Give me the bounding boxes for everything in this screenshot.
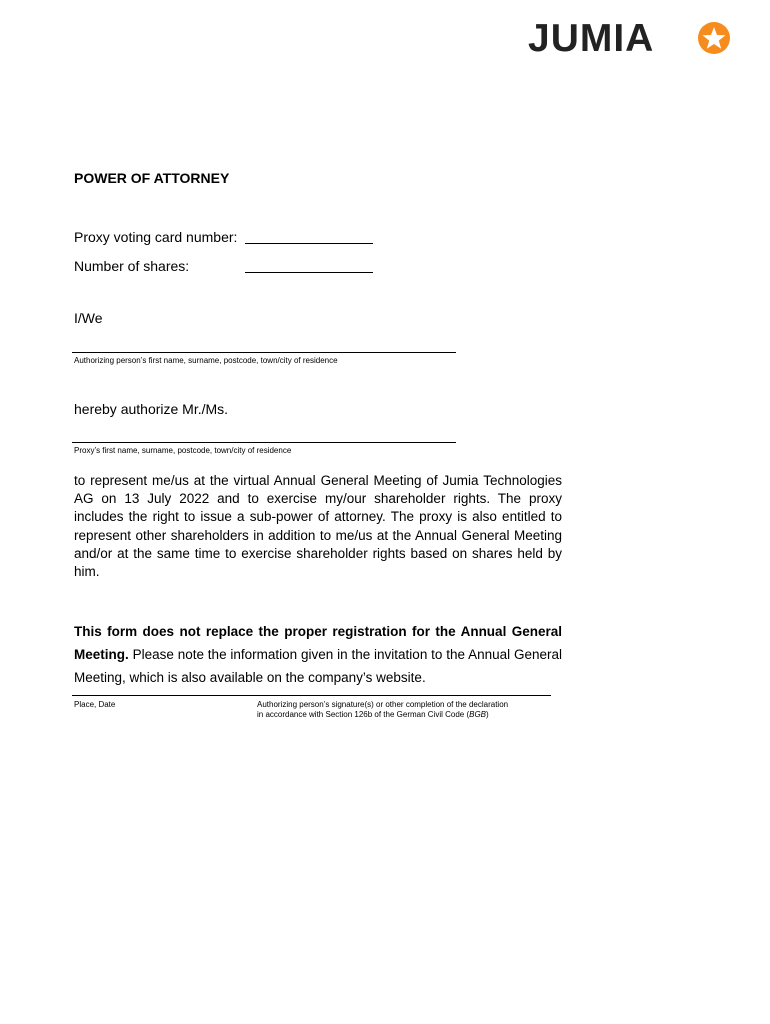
proxy-card-line <box>245 243 373 244</box>
star-icon <box>696 20 732 56</box>
proxy-card-field <box>74 229 237 245</box>
shares-label: Number of shares: <box>74 258 190 274</box>
authorizing-caption: Authorizing person’s first name, surname, postcode, town/city of residence <box>74 356 338 365</box>
signature-note-text: in accordance with Section 126b of the German Civil Code ( <box>257 710 470 719</box>
shares-field <box>74 258 189 274</box>
signature-line <box>72 695 551 696</box>
notice-normal: Please note the information given in the invitation to the Annual General Meeting, which is also available on the company’s website. <box>74 647 562 685</box>
close-paren: ) <box>486 710 489 719</box>
signature-note-line2 <box>257 710 557 720</box>
logo-wordmark: JUMIA <box>528 17 655 60</box>
authorizing-line <box>72 352 456 353</box>
document-title: POWER OF ATTORNEY <box>74 170 230 186</box>
jumia-logo <box>528 18 733 60</box>
shares-line <box>245 272 373 273</box>
proxy-line <box>72 442 456 443</box>
hereby-label: hereby authorize Mr./Ms. <box>74 401 229 417</box>
signature-note <box>257 700 557 720</box>
proxy-caption: Proxy’s first name, surname, postcode, town/city of residence <box>74 446 292 455</box>
bgb-abbrev: BGB <box>469 710 487 719</box>
proxy-card-label: Proxy voting card number: <box>74 229 238 245</box>
place-date-label: Place, Date <box>74 700 116 709</box>
notice-bold: This form does not replace the proper registration for the Annual General Meeting. <box>74 624 562 662</box>
iwe-label: I/We <box>74 310 103 326</box>
notice-paragraph <box>74 620 562 689</box>
body-paragraph: to represent me/us at the virtual Annual General Meeting of Jumia Technologies AG on 13 July 2022 and to exercise my/our shareholder rights. The proxy includes the right to issue a sub-power of attorney. The proxy is also entitled to represent other shareholders in addition to me/us at the Annual General Meeting and/or at the same time to exercise shareholder rights based on shares held by him. <box>74 473 562 580</box>
signature-note-line1: Authorizing person’s signature(s) or other completion of the declaration <box>257 700 509 709</box>
